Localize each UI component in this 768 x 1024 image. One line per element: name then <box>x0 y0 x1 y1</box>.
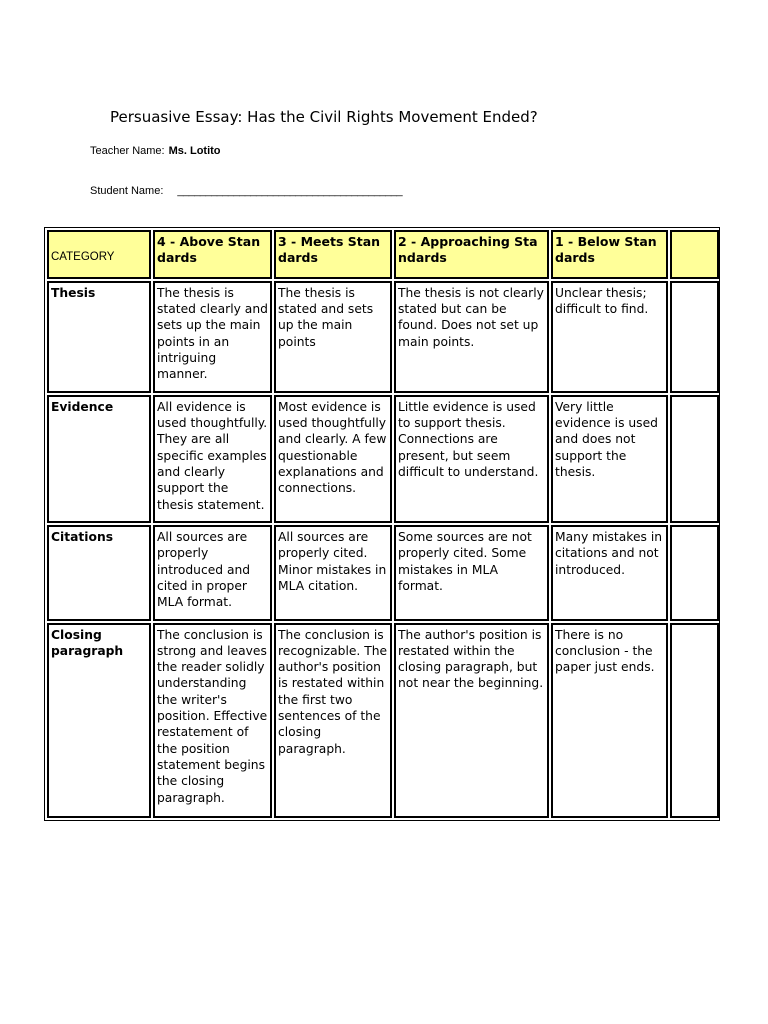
student-name-blank: ________________________________________ <box>177 185 403 197</box>
cell-evidence-3: Most evidence is used thoughtfully and clearly. A few questionable explanations and connections. <box>274 395 392 523</box>
rubric-row-thesis <box>47 281 719 393</box>
cell-citations-2: Some sources are not properly cited. Some mistakes in MLA format. <box>394 525 549 621</box>
cell-closing-4: The conclusion is strong and leaves the reader solidly understanding the writer's position. Effective restatement of the position statement begins the closing paragraph. <box>153 623 272 818</box>
teacher-name-label: Teacher Name: <box>90 145 165 157</box>
teacher-name-value: Ms. Lotito <box>168 145 221 157</box>
header-level-2: 2 - Approaching Standards <box>394 230 549 279</box>
rubric-header-row <box>47 230 719 279</box>
cell-thesis-1: Unclear thesis; difficult to find. <box>551 281 668 393</box>
rubric-row-citations <box>47 525 719 621</box>
cell-closing-extra <box>670 623 719 818</box>
cell-thesis-4: The thesis is stated clearly and sets up the main points in an intriguing manner. <box>153 281 272 393</box>
header-level-1: 1 - Below Standards <box>551 230 668 279</box>
rubric-row-evidence <box>47 395 719 523</box>
document-title: Persuasive Essay: Has the Civil Rights Movement Ended? <box>110 108 538 126</box>
header-level-3: 3 - Meets Standards <box>274 230 392 279</box>
cell-closing-2: The author's position is restated within the closing paragraph, but not near the beginning. <box>394 623 549 818</box>
rubric-table <box>45 228 721 820</box>
cell-closing-1: There is no conclusion - the paper just ends. <box>551 623 668 818</box>
cell-thesis-3: The thesis is stated and sets up the main points <box>274 281 392 393</box>
cell-evidence-2: Little evidence is used to support thesis. Connections are present, but seem difficult to understand. <box>394 395 549 523</box>
row-label-thesis: Thesis <box>47 281 151 393</box>
cell-citations-1: Many mistakes in citations and not introduced. <box>551 525 668 621</box>
header-level-4: 4 - Above Standards <box>153 230 272 279</box>
header-blank <box>670 230 719 279</box>
cell-thesis-2: The thesis is not clearly stated but can be found. Does not set up main points. <box>394 281 549 393</box>
row-label-citations: Citations <box>47 525 151 621</box>
rubric-row-closing <box>47 623 719 818</box>
cell-citations-extra <box>670 525 719 621</box>
cell-evidence-4: All evidence is used thoughtfully. They are all specific examples and clearly support the thesis statement. <box>153 395 272 523</box>
cell-closing-3: The conclusion is recognizable. The author's position is restated within the first two sentences of the closing paragraph. <box>274 623 392 818</box>
rubric-table-frame <box>44 227 720 821</box>
cell-evidence-extra <box>670 395 719 523</box>
cell-citations-4: All sources are properly introduced and cited in proper MLA format. <box>153 525 272 621</box>
student-name-line <box>90 185 402 197</box>
cell-evidence-1: Very little evidence is used and does not support the thesis. <box>551 395 668 523</box>
student-name-label: Student Name: <box>90 185 164 197</box>
row-label-closing: Closing paragraph <box>47 623 151 818</box>
teacher-name-line <box>90 145 221 157</box>
header-category: CATEGORY <box>47 230 151 279</box>
cell-citations-3: All sources are properly cited. Minor mistakes in MLA citation. <box>274 525 392 621</box>
cell-thesis-extra <box>670 281 719 393</box>
row-label-evidence: Evidence <box>47 395 151 523</box>
